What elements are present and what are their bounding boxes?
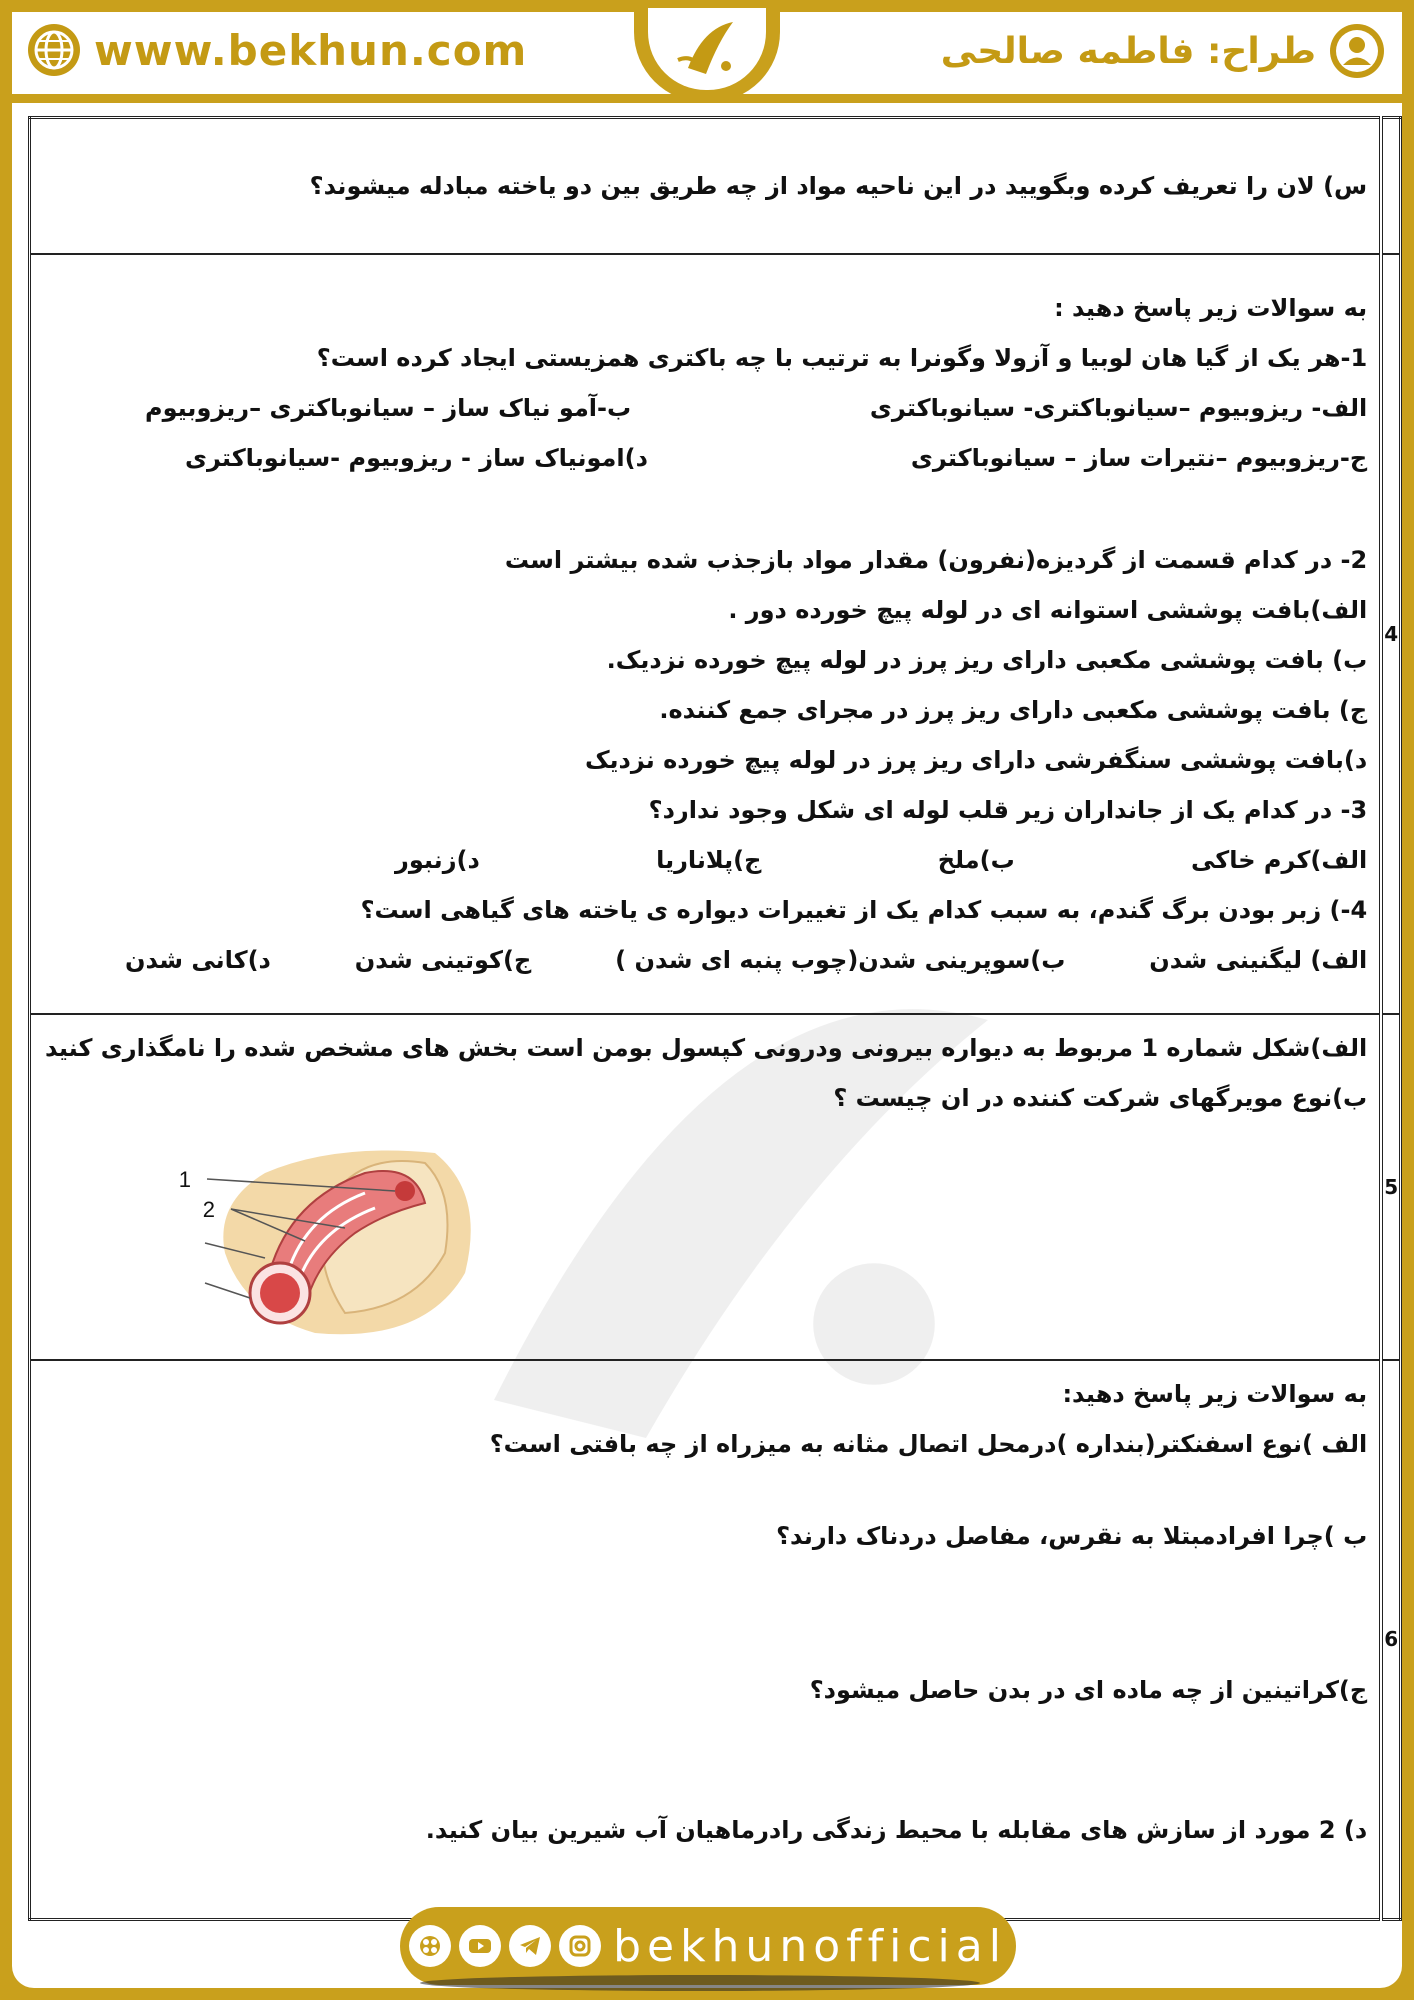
option-d: د)امونیاک ساز - ریزوبیوم -سیانوباکتری <box>185 443 648 472</box>
part-c: ج)کراتینین از چه ماده ای در بدن حاصل میشود؟ <box>809 1675 1368 1704</box>
part-b: ب )چرا افرادمبتلا به نقرس، مفاصل دردناک دارند؟ <box>776 1521 1368 1550</box>
bowman-capsule-figure <box>178 1133 485 1343</box>
designer-text: طراح: فاطمه صالحی <box>940 30 1316 72</box>
globe-icon <box>26 22 82 78</box>
logo-tab <box>634 2 780 102</box>
option-a: الف)بافت پوششی استوانه ای در لوله پیچ خورده دور . <box>728 595 1368 624</box>
option-a: الف) لیگنینی شدن <box>1149 945 1368 974</box>
question-number <box>1381 118 1400 254</box>
option-b: ب) بافت پوششی مکعبی دارای ریز پرز در لوله پیچ خورده نزدیک. <box>606 645 1368 674</box>
instagram-icon[interactable] <box>559 1925 601 1967</box>
question-row-unnumbered <box>30 118 1401 254</box>
header-bar <box>12 12 1402 103</box>
aparat-icon[interactable] <box>409 1925 451 1967</box>
question-body <box>30 1360 1382 1920</box>
question-number: 6 <box>1381 1360 1400 1920</box>
option-c: ج)پلاناریا <box>656 845 762 874</box>
option-c: ج) بافت پوششی مکعبی دارای ریز پرز در مجرای جمع کننده. <box>659 695 1368 724</box>
question-row-6 <box>30 1360 1401 1920</box>
social-handle[interactable]: bekhunofficial <box>613 1920 1007 1972</box>
website-link[interactable] <box>26 22 527 78</box>
user-icon <box>1328 22 1386 80</box>
option-b: ب)سوپرینی شدن(چوب پنبه ای شدن ) <box>615 945 1066 974</box>
part-a: الف)شکل شماره 1 مربوط به دیواره بیرونی ودرونی کپسول بومن است بخش های مشخص شده را نامگذاری کنید <box>45 1033 1368 1062</box>
option-a: الف- ریزوبیوم –سیانوباکتری- سیانوباکتری <box>869 393 1368 422</box>
question-body <box>30 118 1382 254</box>
option-d: د)زنبور <box>395 845 480 874</box>
option-d: د)بافت پوششی سنگفرشی دارای ریز پرز در لوله پیچ خورده نزدیک <box>584 745 1368 774</box>
website-text[interactable]: www.bekhun.com <box>94 25 528 75</box>
option-a: الف)کرم خاکی <box>1191 845 1368 874</box>
footer-shadow <box>420 1975 980 1991</box>
figure-label-1: 1 <box>178 1166 191 1192</box>
option-c: ج-ریزوبیوم –نتیرات ساز – سیانوباکتری <box>910 443 1368 472</box>
question-row-5 <box>30 1014 1401 1360</box>
questions-table <box>28 116 1402 1921</box>
question-body <box>30 254 1382 1014</box>
bekhun-logo-icon <box>648 8 766 90</box>
option-b: ب-آمو نیاک ساز – سیانوباکتری –ریزوبیوم <box>145 393 632 422</box>
option-c: ج)کوتینی شدن <box>354 945 532 974</box>
question-body <box>30 1014 1382 1360</box>
figure-label-2: 2 <box>202 1196 215 1222</box>
instruction: به سوالات زیر پاسخ دهید : <box>1054 293 1368 322</box>
question-number: 4 <box>1381 254 1400 1014</box>
sub-question-1: 1-هر یک از گیا هان لوبیا و آزولا وگونرا به ترتیب با چه باکتری همزیستی ایجاد کرده است؟ <box>316 343 1368 372</box>
telegram-icon[interactable] <box>509 1925 551 1967</box>
exam-page <box>12 12 1402 1988</box>
designer-credit <box>941 22 1386 80</box>
part-b: ب)نوع مویرگهای شرکت کننده در ان چیست ؟ <box>833 1083 1368 1112</box>
instruction: به سوالات زیر پاسخ دهید: <box>1062 1379 1368 1408</box>
sub-question-4: 4-) زبر بودن برگ گندم، به سبب کدام یک از تغییرات دیواره ی یاخته های گیاهی است؟ <box>360 895 1368 924</box>
youtube-icon[interactable] <box>459 1925 501 1967</box>
option-b: ب)ملخ <box>937 845 1015 874</box>
sub-question-3: 3- در کدام یک از جانداران زیر قلب لوله ای شکل وجود ندارد؟ <box>648 795 1368 824</box>
part-a: الف )نوع اسفنکتر(بنداره )درمحل اتصال مثانه به میزراه از چه بافتی است؟ <box>489 1429 1368 1458</box>
question-row-4 <box>30 254 1401 1014</box>
option-d: د)کانی شدن <box>125 945 271 974</box>
question-number: 5 <box>1381 1014 1400 1360</box>
question-text: س) لان را تعریف کرده وبگویید در این ناحیه مواد از چه طریق بین دو یاخته مبادله میشوند؟ <box>309 171 1368 200</box>
sub-question-2: 2- در کدام قسمت از گردیزه(نفرون) مقدار مواد بازجذب شده بیشتر است <box>504 545 1368 574</box>
part-d: د) 2 مورد از سازش های مقابله با محیط زندگی رادرماهیان آب شیرین بیان کنید. <box>425 1815 1368 1844</box>
social-footer[interactable] <box>400 1907 1016 1985</box>
